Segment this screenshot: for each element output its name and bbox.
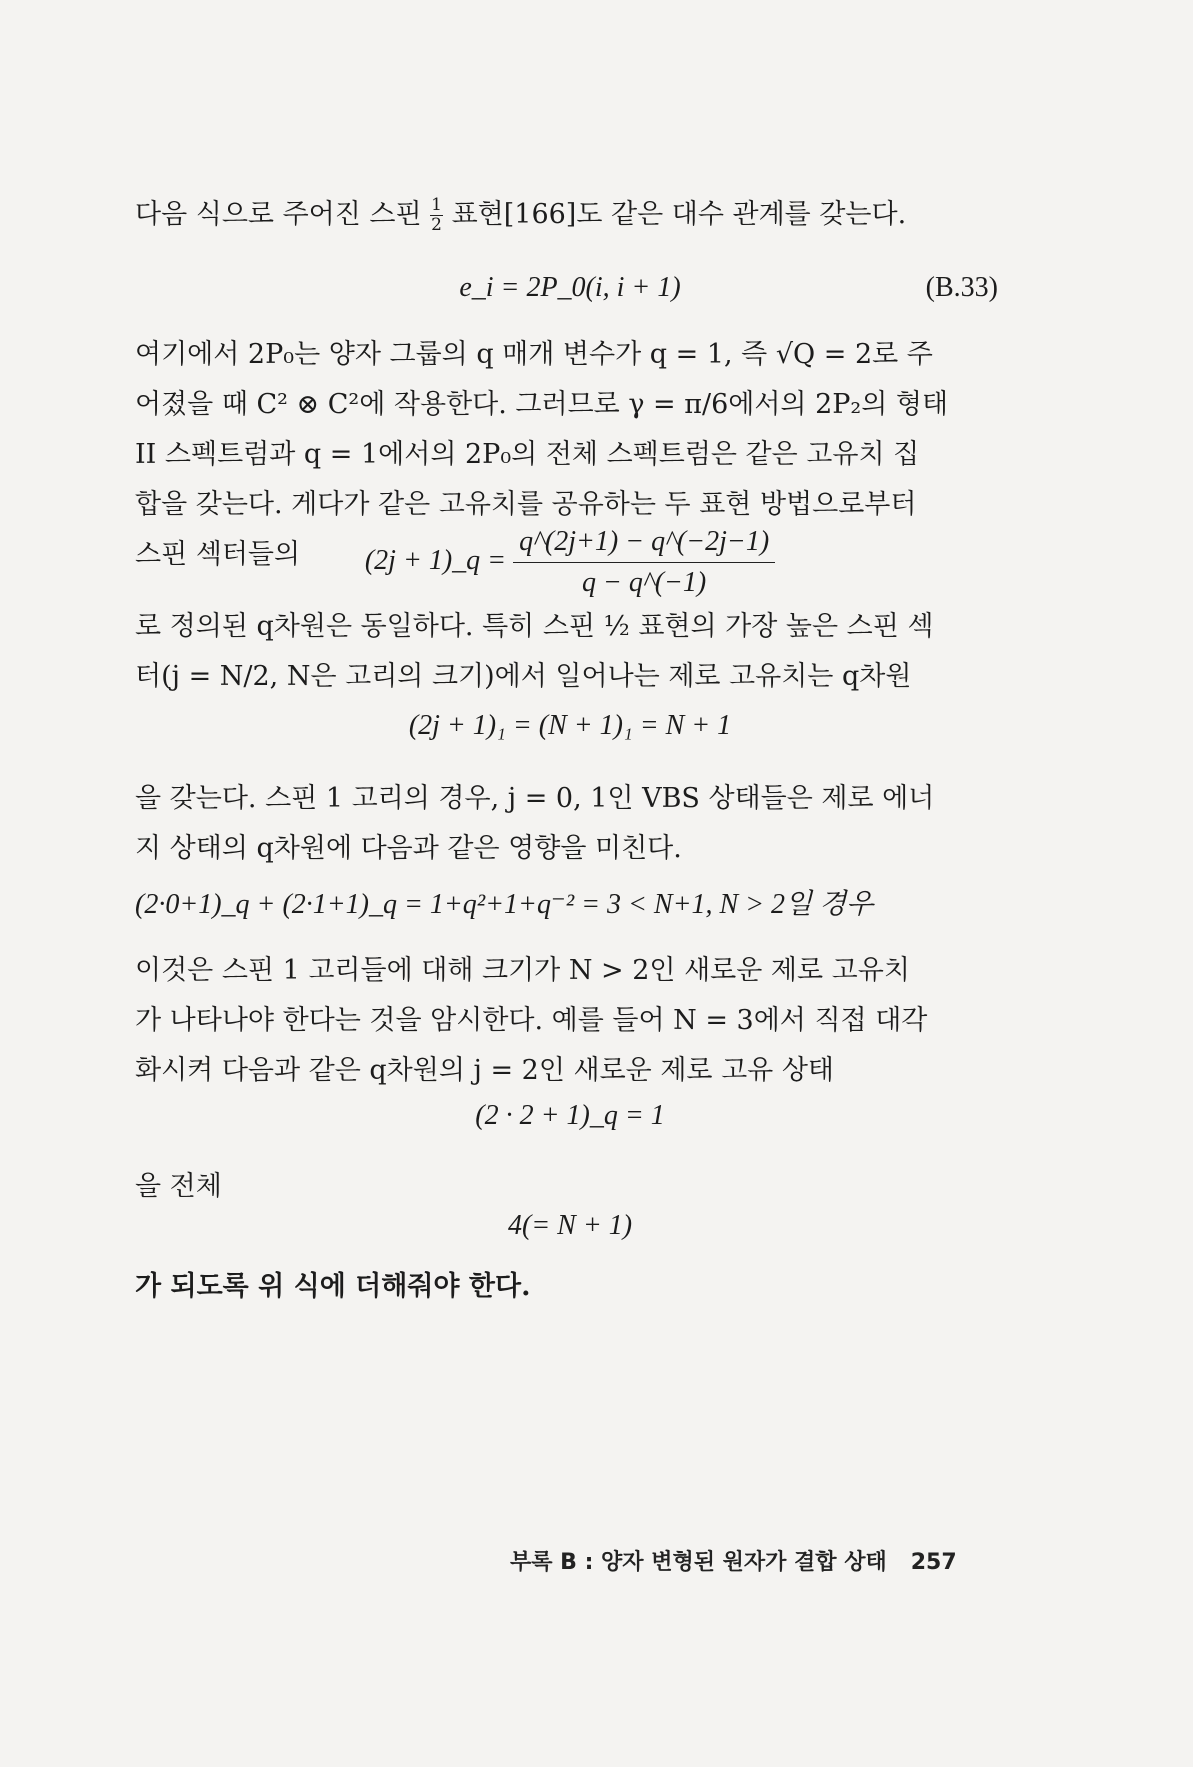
paragraph-4 (135, 774, 1005, 874)
page-number: 257 (910, 1550, 957, 1575)
para5-line: 화시켜 다음과 같은 q차원의 j = 2인 새로운 제로 고유 상태 (135, 1055, 835, 1086)
footer-title: 부록 B : 양자 변형된 원자가 결합 상태 (510, 1550, 887, 1575)
para2-line: 합을 갖는다. 게다가 같은 고유치를 공유하는 두 표현 방법으로부터 (135, 489, 917, 520)
equation-b33: e_i = 2P_0(i, i + 1) (459, 272, 681, 303)
paragraph-7: 가 되도록 위 식에 더해줘야 한다. (135, 1271, 531, 1302)
q-dimension-fraction: $\frac{q\^{}(2j+1) - q\^{}(-2j-1)}{q - q\^{}(-1)}$ (513, 526, 775, 599)
equation-zero-eigen-qdim: (2j + 1)₁ = (N + 1)₁ = N + 1 (408, 710, 732, 741)
para4-line: 지 상태의 q차원에 다음과 같은 영향을 미친다. (135, 833, 682, 864)
equation-new-state: (2 · 2 + 1)_q = 1 (475, 1100, 665, 1131)
equation-total: 4(= N + 1) (507, 1210, 633, 1241)
half-fraction: $\frac{1}{2}$ (431, 195, 442, 235)
paragraph-1 (135, 190, 1005, 240)
para5-line: 가 나타나야 한다는 것을 암시한다. 예를 들어 N = 3에서 직접 대각 (135, 1005, 928, 1036)
para2-line: 어졌을 때 C² ⊗ C²에 작용한다. 그러므로 γ = π/6에서의 2P₂의 형태 (135, 389, 949, 420)
para2-line: 여기에서 2P₀는 양자 그룹의 q 매개 변수가 q = 1, 즉 √Q = 2로 주 (135, 339, 933, 370)
paragraph-5 (135, 946, 1005, 1096)
paragraph-6: 을 전체 (135, 1171, 222, 1202)
para3-line: 로 정의된 q차원은 동일하다. 특히 스핀 ½ 표현의 가장 높은 스핀 섹 (135, 611, 934, 642)
page-footer (510, 1545, 957, 1576)
para2-line: 스핀 섹터들의 (135, 539, 301, 570)
equation-number: (B.33) (925, 272, 998, 303)
para5-line: 이것은 스핀 1 고리들에 대해 크기가 N > 2인 새로운 제로 고유치 (135, 955, 910, 986)
para1-post: 표현[166]도 같은 대수 관계를 갖는다. (442, 199, 907, 230)
paragraph-3 (135, 602, 1005, 702)
equation-q-dimension: (2j + 1)_q = $\frac{q\^{}(2j+1) - q\^{}(-2j-1)}{q - q\^{}(-1)}$ (135, 526, 1005, 599)
para3-line: 터(j = N/2, N은 고리의 크기)에서 일어나는 제로 고유치는 q차원 (135, 661, 912, 692)
para4-line: 을 갖는다. 스핀 1 고리의 경우, j = 0, 1인 VBS 상태들은 제로 에너 (135, 783, 935, 814)
para2-line: II 스펙트럼과 q = 1에서의 2P₀의 전체 스펙트럼은 같은 고유치 집 (135, 439, 920, 470)
para1-pre: 다음 식으로 주어진 스핀 (135, 199, 431, 230)
equation-vbs-contribution: (2·0+1)_q + (2·1+1)_q = 1+q²+1+q⁻² = 3 < N+1, N > 2일 경우 (135, 889, 874, 920)
